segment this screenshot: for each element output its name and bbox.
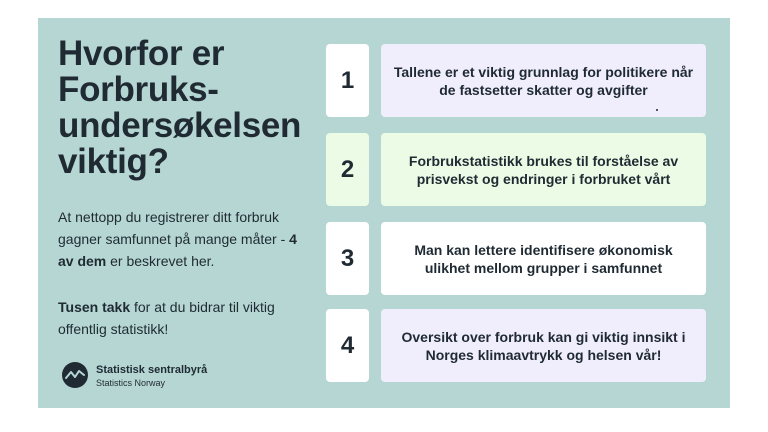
thanks-text-rest: for at du bidrar til viktig offentlig statistikk! [58,299,275,337]
decorative-dot [656,109,658,111]
ssb-wave-icon [62,362,88,388]
intro-text [58,206,308,272]
thanks-text [58,296,308,340]
logo-subtitle: Statistics Norway [96,378,166,388]
thanks-highlight: Tusen takk [58,299,131,315]
item-text-1: Tallene er et viktig grunnlag for politikere når de fastsetter skatter og avgifter [381,44,706,117]
item-number-2: 2 [326,133,369,206]
item-number-1: 1 [326,44,369,117]
item-text-3: Man kan lettere identifisere økonomisk ulikhet mellom grupper i samfunnet [381,222,706,295]
item-number-3: 3 [326,222,369,295]
page-title: Hvorfor er Forbruks-undersøkelsen viktig? [58,34,302,181]
item-text-4: Oversikt over forbruk kan gi viktig innsikt i Norges klimaavtrykk og helsen vår! [381,309,706,382]
item-text-2: Forbrukstatistikk brukes til forståelse av prisvekst og endringer i forbruket vårt [381,133,706,206]
intro-text-rest: er beskrevet her. [106,253,215,269]
intro-highlight: 4 av dem [58,231,297,269]
intro-text-part: At nettopp du registrerer ditt forbruk gagner samfunnet på mange måter - [58,209,290,247]
item-number-4: 4 [326,309,369,382]
logo-name: Statistisk sentralbyrå [96,364,208,376]
ssb-logo [62,362,262,390]
